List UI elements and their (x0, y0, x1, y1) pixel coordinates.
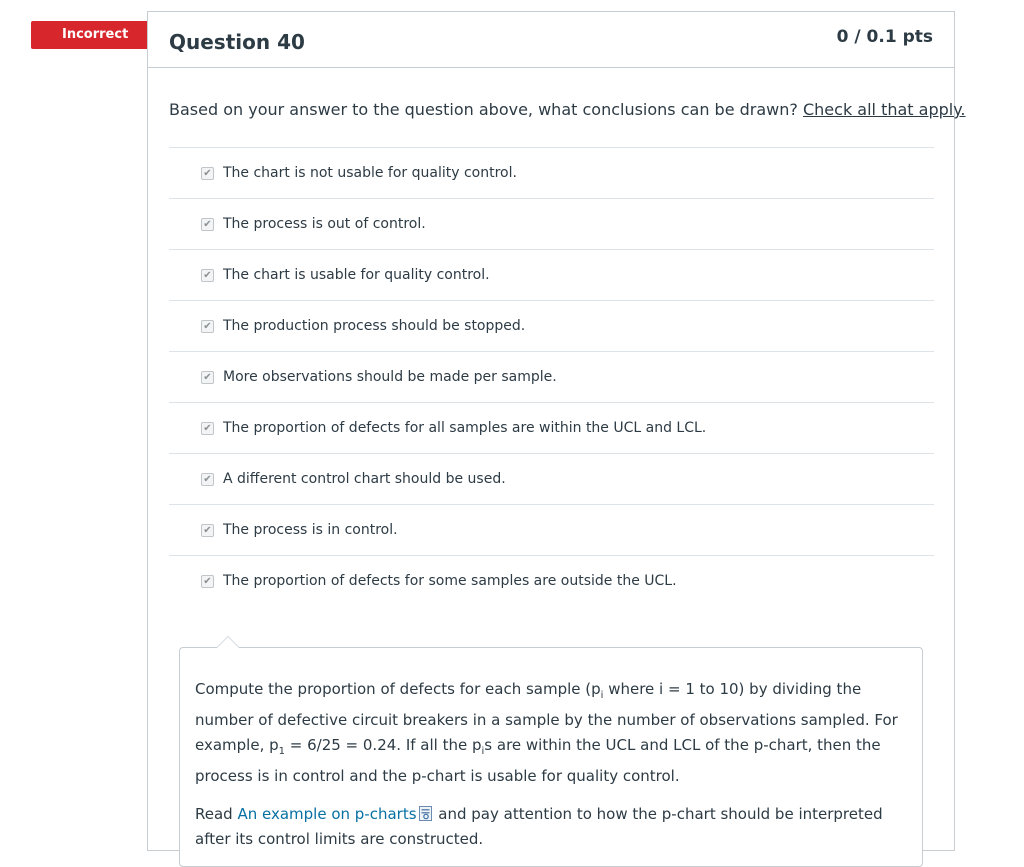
answer-label: The chart is not usable for quality control. (223, 165, 517, 181)
feedback-text: Read (195, 805, 238, 823)
question-prompt (169, 100, 965, 119)
question-title: Question 40 (169, 30, 305, 54)
feedback-text: and pay attention to how the p-chart should be interpreted after its control limits are constructed. (195, 805, 883, 848)
answer-label: The production process should be stopped. (223, 318, 526, 334)
p-charts-example-link[interactable]: An example on p-charts (237, 805, 417, 823)
answer-option[interactable] (169, 555, 934, 606)
subscript: 1 (278, 746, 285, 757)
answer-option[interactable] (169, 504, 934, 555)
answer-option[interactable] (169, 453, 934, 504)
prompt-text: Based on your answer to the question above, what conclusions can be drawn? (169, 100, 803, 119)
feedback-text: Compute the proportion of defects for each sample (p (195, 680, 601, 698)
question-points: 0 / 0.1 pts (836, 27, 933, 47)
question-card (147, 11, 966, 851)
checkbox-checked-icon[interactable]: ✔ (201, 524, 214, 537)
status-badge: Incorrect (31, 21, 151, 49)
feedback-text: where i = 1 to 10) by dividing the number of defective circuit breakers in a sample by the number of observations sampled. For example, p (195, 680, 898, 754)
answer-option[interactable] (169, 198, 934, 249)
answer-label: A different control chart should be used. (223, 471, 506, 487)
answer-option[interactable] (169, 147, 934, 198)
answer-label: The proportion of defects for all samples are within the UCL and LCL. (223, 420, 707, 436)
checkbox-checked-icon[interactable]: ✔ (201, 473, 214, 486)
subscript: i (481, 746, 485, 757)
feedback-paragraph (195, 802, 907, 852)
feedback-paragraph (195, 677, 907, 789)
answer-label: More observations should be made per sample. (223, 369, 557, 385)
checkbox-checked-icon[interactable]: ✔ (201, 320, 214, 333)
answer-label: The process is in control. (223, 522, 398, 538)
subscript: i (600, 690, 604, 701)
answer-label: The process is out of control. (223, 216, 426, 232)
checkbox-checked-icon[interactable]: ✔ (201, 269, 214, 282)
answer-option[interactable] (169, 249, 934, 300)
question-header (148, 12, 954, 68)
answer-list (169, 147, 934, 606)
feedback-pointer (216, 636, 240, 648)
file-preview-icon[interactable] (419, 806, 432, 821)
feedback-text: s are within the UCL and LCL of the p-chart, then the process is in control and the p-chart is usable for quality control. (195, 736, 881, 785)
checkbox-checked-icon[interactable]: ✔ (201, 371, 214, 384)
prompt-emphasis: Check all that apply. (802, 100, 966, 119)
answer-label: The chart is usable for quality control. (223, 267, 490, 283)
answer-option[interactable] (169, 351, 934, 402)
answer-option[interactable] (169, 402, 934, 453)
checkbox-checked-icon[interactable]: ✔ (201, 575, 214, 588)
checkbox-checked-icon[interactable]: ✔ (201, 422, 214, 435)
answer-option[interactable] (169, 300, 934, 351)
answer-label: The proportion of defects for some samples are outside the UCL. (223, 573, 677, 589)
feedback-box (179, 647, 923, 867)
feedback-text: = 6/25 = 0.24. If all the p (285, 736, 482, 754)
checkbox-checked-icon[interactable]: ✔ (201, 167, 214, 180)
checkbox-checked-icon[interactable]: ✔ (201, 218, 214, 231)
